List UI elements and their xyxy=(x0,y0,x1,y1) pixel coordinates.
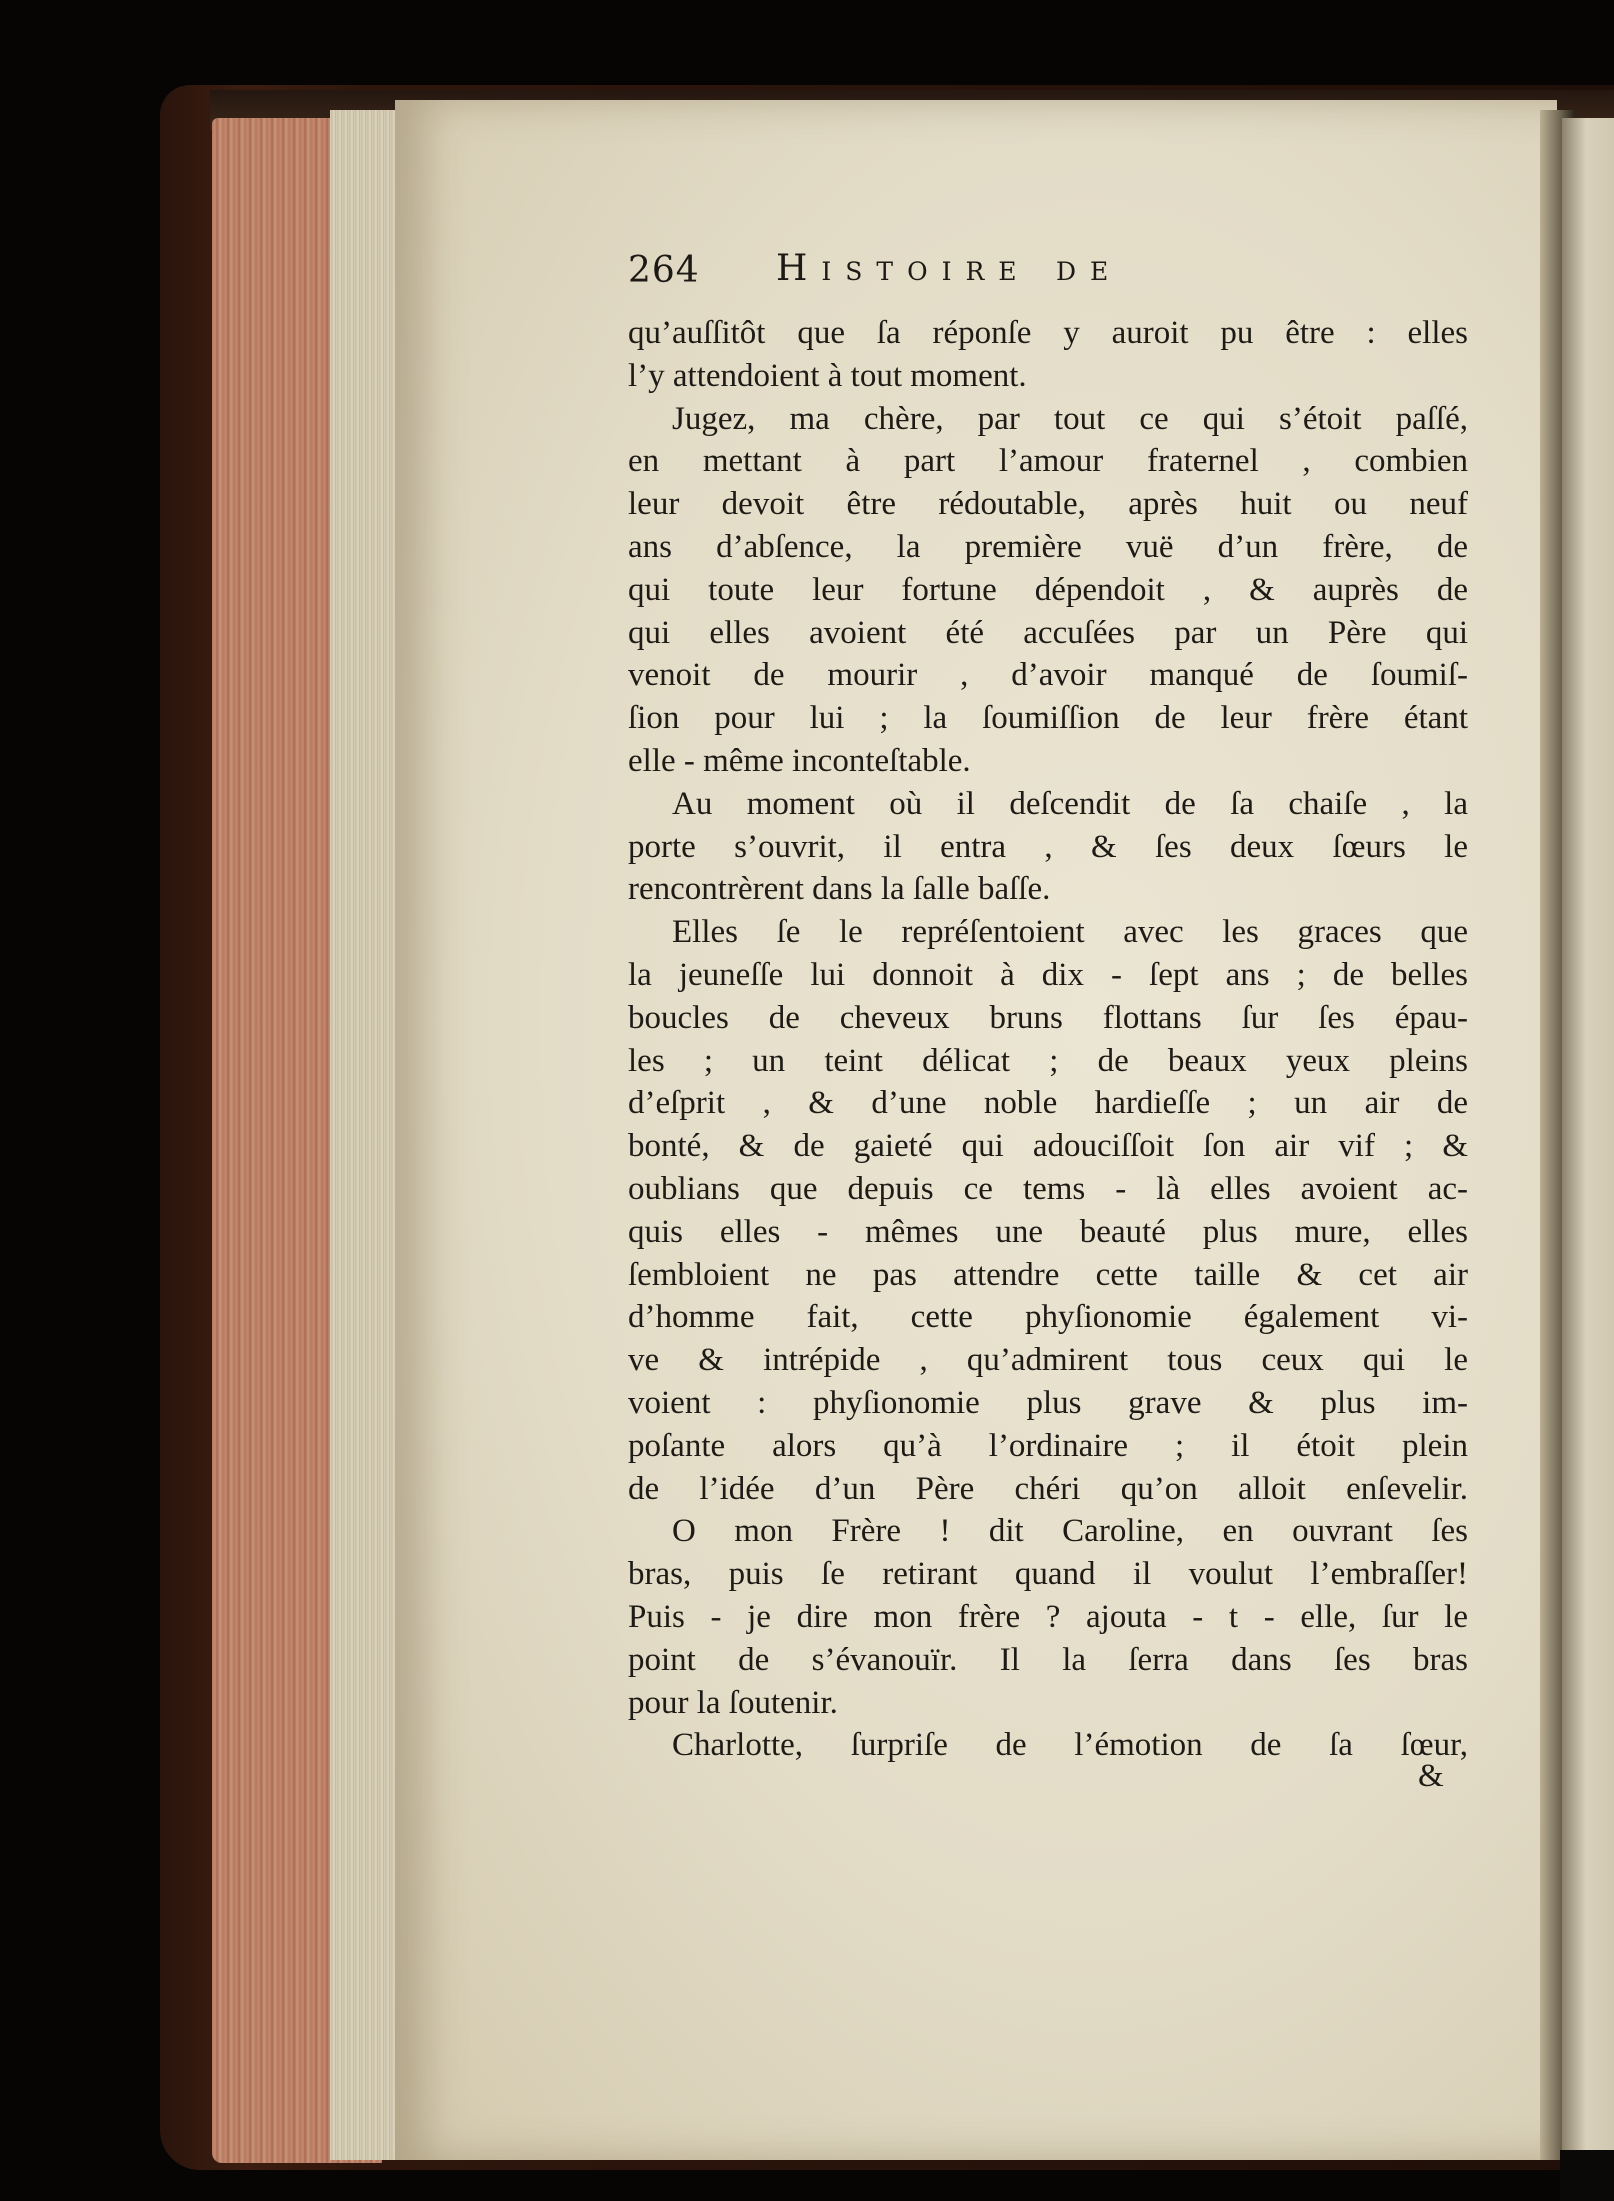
text-line: qui elles avoient été accuſées par un Père qui xyxy=(628,614,1468,651)
body-text xyxy=(628,312,1468,1767)
catchword: & xyxy=(1418,1758,1444,1794)
text-line: boucles de cheveux bruns flottans ſur ſes épau- xyxy=(628,999,1468,1036)
text-line: leur devoit être rédoutable, après huit ou neuf xyxy=(628,486,1468,523)
text-line: voient : phyſionomie plus grave & plus im- xyxy=(628,1384,1468,1421)
running-title: Histoire de xyxy=(776,248,1123,289)
facing-page-edge xyxy=(1562,118,1614,2158)
text-line: Au moment où il deſcendit de ſa chaiſe , la xyxy=(672,785,1468,822)
text-line: d’eſprit , & d’une noble hardieſſe ; un air de xyxy=(628,1085,1468,1122)
text-line: d’homme fait, cette phyſionomie également vi- xyxy=(628,1299,1468,1336)
text-line: de l’idée d’un Père chéri qu’on alloit enſevelir. xyxy=(628,1470,1468,1507)
text-line: ans d’abſence, la première vuë d’un frère, de xyxy=(628,528,1468,565)
text-line: poſante alors qu’à l’ordinaire ; il étoit plein xyxy=(628,1427,1468,1464)
text-line: qu’auſſitôt que ſa réponſe y auroit pu être : elles xyxy=(628,315,1468,351)
text-line: Charlotte, ſurpriſe de l’émotion de ſa ſœur, xyxy=(672,1727,1468,1764)
background-corner xyxy=(1560,2150,1614,2201)
text-line: bonté, & de gaieté qui adouciſſoit ſon air vif ; & xyxy=(628,1128,1468,1165)
text-line: elle - même inconteſtable. xyxy=(628,742,971,779)
text-line: la jeuneſſe lui donnoit à dix - ſept ans ; de belles xyxy=(628,956,1468,993)
text-line: porte s’ouvrit, il entra , & ſes deux ſœurs le xyxy=(628,828,1468,865)
text-line: pour la ſoutenir. xyxy=(628,1684,838,1721)
text-line: Puis - je dire mon frère ? ajouta - t - elle, ſur le xyxy=(628,1598,1468,1635)
page-number: 264 xyxy=(628,250,700,291)
text-line: O mon Frère ! dit Caroline, en ouvrant ſes xyxy=(672,1513,1468,1550)
text-line: ve & intrépide , qu’admirent tous ceux qui le xyxy=(628,1342,1468,1379)
text-line: venoit de mourir , d’avoir manqué de ſoumiſ- xyxy=(628,657,1468,694)
text-line: point de s’évanouïr. Il la ſerra dans ſes bras xyxy=(628,1641,1468,1678)
text-line: qui toute leur fortune dépendoit , & auprès de xyxy=(628,571,1468,608)
text-line: ſion pour lui ; la ſoumiſſion de leur frère étant xyxy=(628,700,1468,737)
text-line: ſembloient ne pas attendre cette taille & cet air xyxy=(628,1256,1468,1293)
text-line: Jugez, ma chère, par tout ce qui s’étoit paſſé, xyxy=(672,400,1468,437)
text-line: les ; un teint délicat ; de beaux yeux pleins xyxy=(628,1042,1468,1079)
text-line: rencontrèrent dans la ſalle baſſe. xyxy=(628,871,1051,908)
text-line: oublians que depuis ce tems - là elles avoient ac- xyxy=(628,1170,1468,1207)
text-line: quis elles - mêmes une beauté plus mure, elles xyxy=(628,1213,1468,1250)
text-line: bras, puis ſe retirant quand il voulut l’embraſſer! xyxy=(628,1556,1468,1593)
text-line: l’y attendoient à tout moment. xyxy=(628,357,1027,394)
running-head xyxy=(628,250,1328,310)
text-line: Elles ſe le repréſentoient avec les graces que xyxy=(672,914,1468,951)
text-line: en mettant à part l’amour fraternel , combien xyxy=(628,443,1468,480)
